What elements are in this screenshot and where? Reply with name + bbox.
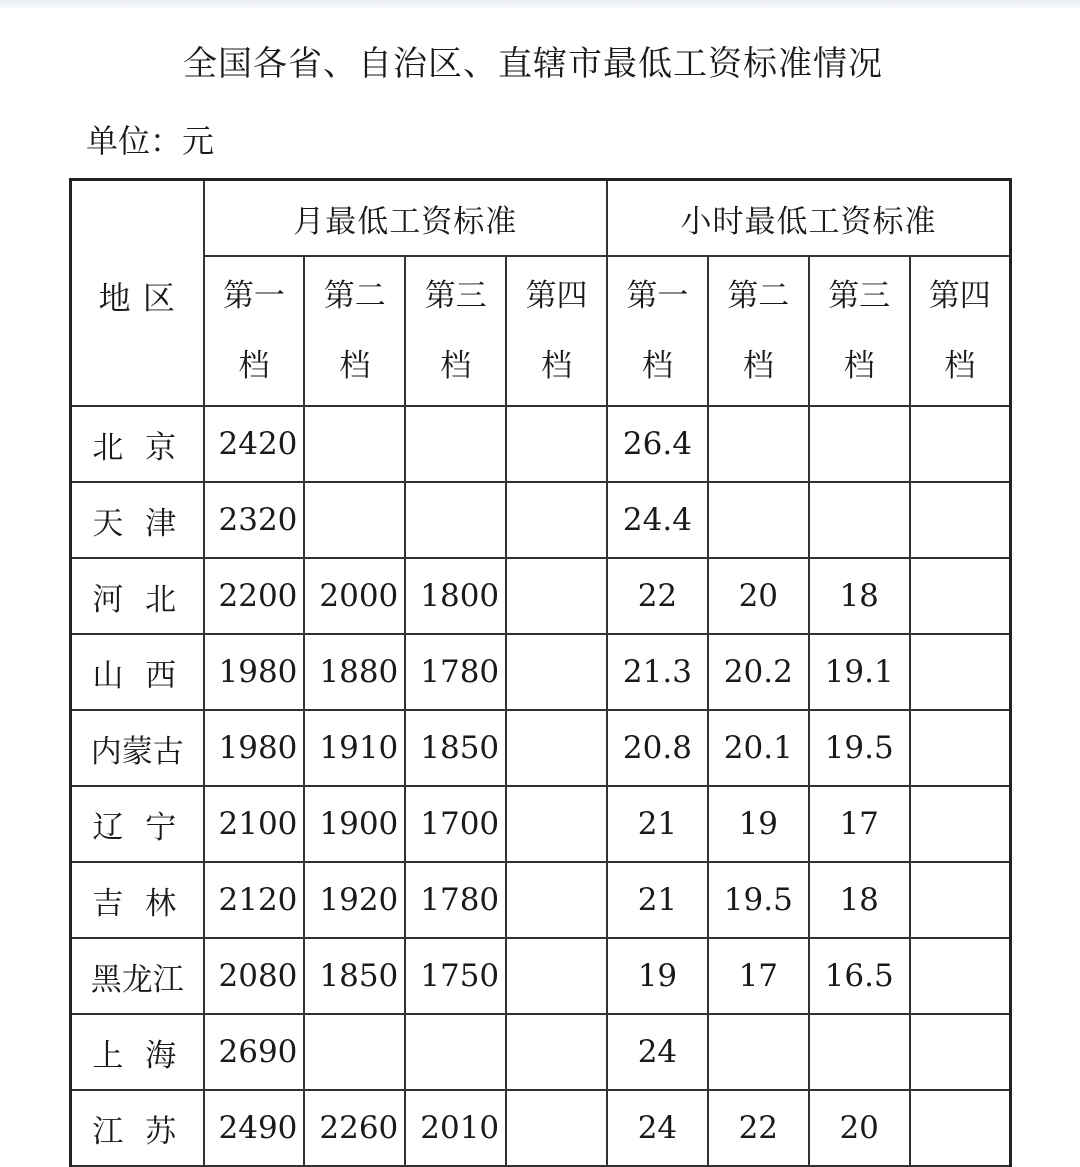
region-cell: 山 西 xyxy=(71,634,204,710)
header-tier-row xyxy=(71,256,1011,406)
hourly-standard-header: 小时最低工资标准 xyxy=(607,180,1011,257)
hourly-tier-3-cell xyxy=(809,1014,910,1090)
hourly-tier-3-cell xyxy=(809,482,910,558)
monthly-tier-3-header xyxy=(405,256,506,406)
hourly-tier-4-cell xyxy=(910,482,1011,558)
hourly-tier-1-cell: 21 xyxy=(607,786,708,862)
monthly-tier-2-cell: 1880 xyxy=(304,634,405,710)
tier-label-line2: 档 xyxy=(944,348,976,384)
hourly-tier-3-cell: 17 xyxy=(809,786,910,862)
monthly-tier-2-cell: 2000 xyxy=(304,558,405,634)
monthly-tier-2-cell: 1850 xyxy=(304,938,405,1014)
monthly-tier-4-cell xyxy=(506,406,607,482)
hourly-tier-4-cell xyxy=(910,710,1011,786)
hourly-tier-1-cell: 26.4 xyxy=(607,406,708,482)
hourly-tier-4-cell xyxy=(910,1014,1011,1090)
table-body xyxy=(71,406,1011,1166)
monthly-tier-2-cell xyxy=(304,1014,405,1090)
monthly-tier-4-cell xyxy=(506,558,607,634)
header-group-row xyxy=(71,180,1011,257)
hourly-tier-3-cell: 20 xyxy=(809,1090,910,1166)
hourly-tier-2-cell: 17 xyxy=(708,938,809,1014)
monthly-tier-2-cell: 1910 xyxy=(304,710,405,786)
monthly-tier-2-cell: 1900 xyxy=(304,786,405,862)
tier-label-line2: 档 xyxy=(238,348,270,384)
hourly-tier-3-cell: 16.5 xyxy=(809,938,910,1014)
tier-label-line1: 第三 xyxy=(424,278,487,314)
hourly-tier-2-cell xyxy=(708,406,809,482)
hourly-tier-3-cell: 18 xyxy=(809,558,910,634)
region-cell: 内蒙古 xyxy=(71,710,204,786)
tier-label-line2: 档 xyxy=(742,348,774,384)
hourly-tier-2-cell xyxy=(708,1014,809,1090)
top-edge-band xyxy=(0,0,1080,10)
tier-label-line2: 档 xyxy=(641,348,673,384)
hourly-tier-1-header xyxy=(607,256,708,406)
monthly-tier-1-cell: 2080 xyxy=(204,938,305,1014)
hourly-tier-4-cell xyxy=(910,938,1011,1014)
region-cell: 上 海 xyxy=(71,1014,204,1090)
table-row xyxy=(71,786,1011,862)
hourly-tier-3-cell: 19.5 xyxy=(809,710,910,786)
tier-label-line1: 第三 xyxy=(828,278,891,314)
table-row xyxy=(71,862,1011,938)
unit-label: 单位：元 xyxy=(86,122,215,160)
monthly-tier-3-cell: 1800 xyxy=(405,558,506,634)
hourly-tier-1-cell: 21.3 xyxy=(607,634,708,710)
monthly-tier-4-cell xyxy=(506,786,607,862)
minimum-wage-table xyxy=(69,178,1012,1167)
monthly-tier-1-cell: 2420 xyxy=(204,406,305,482)
monthly-tier-4-cell xyxy=(506,710,607,786)
hourly-tier-1-cell: 20.8 xyxy=(607,710,708,786)
monthly-tier-3-cell: 1850 xyxy=(405,710,506,786)
monthly-tier-1-cell: 2100 xyxy=(204,786,305,862)
table-row xyxy=(71,558,1011,634)
region-column-header: 地 区 xyxy=(71,180,204,407)
table-row xyxy=(71,710,1011,786)
monthly-tier-4-cell xyxy=(506,1090,607,1166)
monthly-tier-2-cell xyxy=(304,406,405,482)
monthly-tier-1-cell: 2490 xyxy=(204,1090,305,1166)
monthly-tier-1-header xyxy=(204,256,305,406)
hourly-tier-1-cell: 22 xyxy=(607,558,708,634)
tier-label-line1: 第四 xyxy=(928,278,991,314)
tier-label-line1: 第四 xyxy=(525,278,588,314)
hourly-tier-2-cell: 20.1 xyxy=(708,710,809,786)
table-row xyxy=(71,938,1011,1014)
monthly-tier-3-cell: 1780 xyxy=(405,862,506,938)
monthly-tier-3-cell: 1750 xyxy=(405,938,506,1014)
hourly-tier-4-cell xyxy=(910,406,1011,482)
monthly-tier-1-cell: 2200 xyxy=(204,558,305,634)
hourly-tier-3-header xyxy=(809,256,910,406)
monthly-tier-4-header xyxy=(506,256,607,406)
region-cell: 江 苏 xyxy=(71,1090,204,1166)
tier-label-line2: 档 xyxy=(440,348,472,384)
document-title: 全国各省、自治区、直辖市最低工资标准情况 xyxy=(183,44,883,84)
monthly-tier-4-cell xyxy=(506,1014,607,1090)
monthly-tier-1-cell: 2120 xyxy=(204,862,305,938)
hourly-tier-1-cell: 24 xyxy=(607,1014,708,1090)
tier-label-line1: 第二 xyxy=(727,278,790,314)
table-row xyxy=(71,1014,1011,1090)
monthly-tier-1-cell: 1980 xyxy=(204,634,305,710)
hourly-tier-4-cell xyxy=(910,558,1011,634)
monthly-tier-1-cell: 1980 xyxy=(204,710,305,786)
hourly-tier-2-cell: 19.5 xyxy=(708,862,809,938)
hourly-tier-2-header xyxy=(708,256,809,406)
table-row xyxy=(71,482,1011,558)
region-cell: 辽 宁 xyxy=(71,786,204,862)
hourly-tier-4-cell xyxy=(910,634,1011,710)
hourly-tier-3-cell: 19.1 xyxy=(809,634,910,710)
table-row xyxy=(71,406,1011,482)
hourly-tier-1-cell: 24 xyxy=(607,1090,708,1166)
hourly-tier-1-cell: 21 xyxy=(607,862,708,938)
hourly-tier-2-cell: 20.2 xyxy=(708,634,809,710)
region-cell: 河 北 xyxy=(71,558,204,634)
hourly-tier-4-cell xyxy=(910,786,1011,862)
hourly-tier-2-cell: 20 xyxy=(708,558,809,634)
monthly-tier-3-cell: 1780 xyxy=(405,634,506,710)
tier-label-line2: 档 xyxy=(339,348,371,384)
hourly-tier-1-cell: 24.4 xyxy=(607,482,708,558)
hourly-tier-3-cell: 18 xyxy=(809,862,910,938)
monthly-tier-2-cell xyxy=(304,482,405,558)
region-cell: 天 津 xyxy=(71,482,204,558)
monthly-tier-4-cell xyxy=(506,938,607,1014)
hourly-tier-2-cell xyxy=(708,482,809,558)
table-row xyxy=(71,634,1011,710)
monthly-tier-4-cell xyxy=(506,634,607,710)
tier-label-line2: 档 xyxy=(541,348,573,384)
hourly-tier-4-header xyxy=(910,256,1011,406)
monthly-tier-3-cell xyxy=(405,406,506,482)
monthly-tier-3-cell xyxy=(405,482,506,558)
hourly-tier-1-cell: 19 xyxy=(607,938,708,1014)
monthly-tier-2-header xyxy=(304,256,405,406)
hourly-tier-4-cell xyxy=(910,1090,1011,1166)
monthly-tier-2-cell: 2260 xyxy=(304,1090,405,1166)
monthly-tier-3-cell: 2010 xyxy=(405,1090,506,1166)
hourly-tier-2-cell: 19 xyxy=(708,786,809,862)
monthly-standard-header: 月最低工资标准 xyxy=(204,180,608,257)
tier-label-line2: 档 xyxy=(843,348,875,384)
tier-label-line1: 第一 xyxy=(626,278,689,314)
monthly-tier-4-cell xyxy=(506,482,607,558)
monthly-tier-1-cell: 2320 xyxy=(204,482,305,558)
hourly-tier-4-cell xyxy=(910,862,1011,938)
hourly-tier-3-cell xyxy=(809,406,910,482)
monthly-tier-2-cell: 1920 xyxy=(304,862,405,938)
monthly-tier-3-cell xyxy=(405,1014,506,1090)
region-cell: 黑龙江 xyxy=(71,938,204,1014)
tier-label-line1: 第二 xyxy=(323,278,386,314)
region-cell: 北 京 xyxy=(71,406,204,482)
monthly-tier-3-cell: 1700 xyxy=(405,786,506,862)
hourly-tier-2-cell: 22 xyxy=(708,1090,809,1166)
monthly-tier-1-cell: 2690 xyxy=(204,1014,305,1090)
tier-label-line1: 第一 xyxy=(222,278,285,314)
table-row xyxy=(71,1090,1011,1166)
monthly-tier-4-cell xyxy=(506,862,607,938)
region-cell: 吉 林 xyxy=(71,862,204,938)
